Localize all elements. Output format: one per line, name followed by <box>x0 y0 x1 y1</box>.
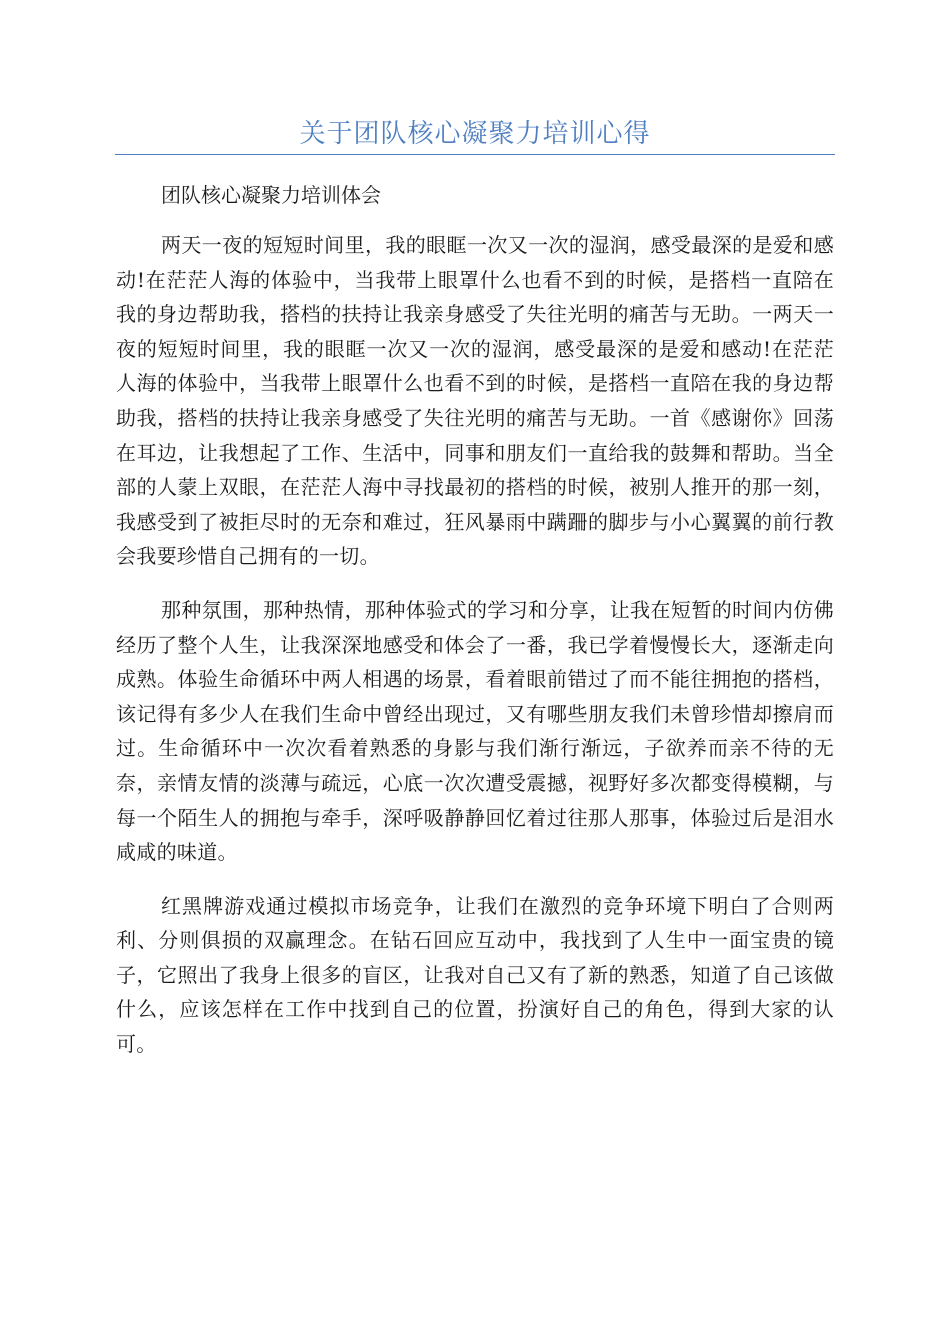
paragraph-2: 那种氛围，那种热情，那种体验式的学习和分享，让我在短暂的时间内仿佛经历了整个人生，让我深深地感受和体会了一番，我已学着慢慢长大，逐渐走向成熟。体验生命循环中两人相遇的场景，看着眼前错过了而不能往拥抱的搭档，该记得有多少人在我们生命中曾经出现过，又有哪些朋友我们未曾珍惜却擦肩而过。生命循环中一次次看着熟悉的身影与我们渐行渐远，子欲养而亲不待的无奈，亲情友情的淡薄与疏远，心底一次次遭受震撼，视野好多次都变得模糊，与每一个陌生人的拥抱与牵手，深呼吸静静回忆着过往那人那事，体验过后是泪水咸咸的味道。 <box>116 597 834 865</box>
document-body <box>116 180 834 1081</box>
document-subtitle: 团队核心凝聚力培训体会 <box>161 183 381 207</box>
document-title: 关于团队核心凝聚力培训心得 <box>299 119 651 149</box>
paragraph-3: 红黑牌游戏通过模拟市场竞争，让我们在激烈的竞争环境下明白了合则两利、分则俱损的双赢理念。在钻石回应互动中，我找到了人生中一面宝贵的镜子，它照出了我身上很多的盲区，让我对自己又有了新的熟悉，知道了自己该做什么，应该怎样在工作中找到自己的位置，扮演好自己的角色，得到大家的认可。 <box>116 893 834 1057</box>
title-underline <box>115 154 835 155</box>
paragraph-1: 两天一夜的短短时间里，我的眼眶一次又一次的湿润，感受最深的是爱和感动!在茫茫人海的体验中，当我带上眼罩什么也看不到的时候，是搭档一直陪在我的身边帮助我，搭档的扶持让我亲身感受了失往光明的痛苦与无助。一两天一夜的短短时间里，我的眼眶一次又一次的湿润，感受最深的是爱和感动!在茫茫人海的体验中，当我带上眼罩什么也看不到的时候，是搭档一直陪在我的身边帮助我，搭档的扶持让我亲身感受了失往光明的痛苦与无助。一首《感谢你》回荡在耳边，让我想起了工作、生活中，同事和朋友们一直给我的鼓舞和帮助。当全部的人蒙上双眼，在茫茫人海中寻找最初的搭档的时候，被别人推开的那一刻，我感受到了被拒尽时的无奈和难过，狂风暴雨中蹒跚的脚步与小心翼翼的前行教会我要珍惜自己拥有的一切。 <box>116 233 834 569</box>
